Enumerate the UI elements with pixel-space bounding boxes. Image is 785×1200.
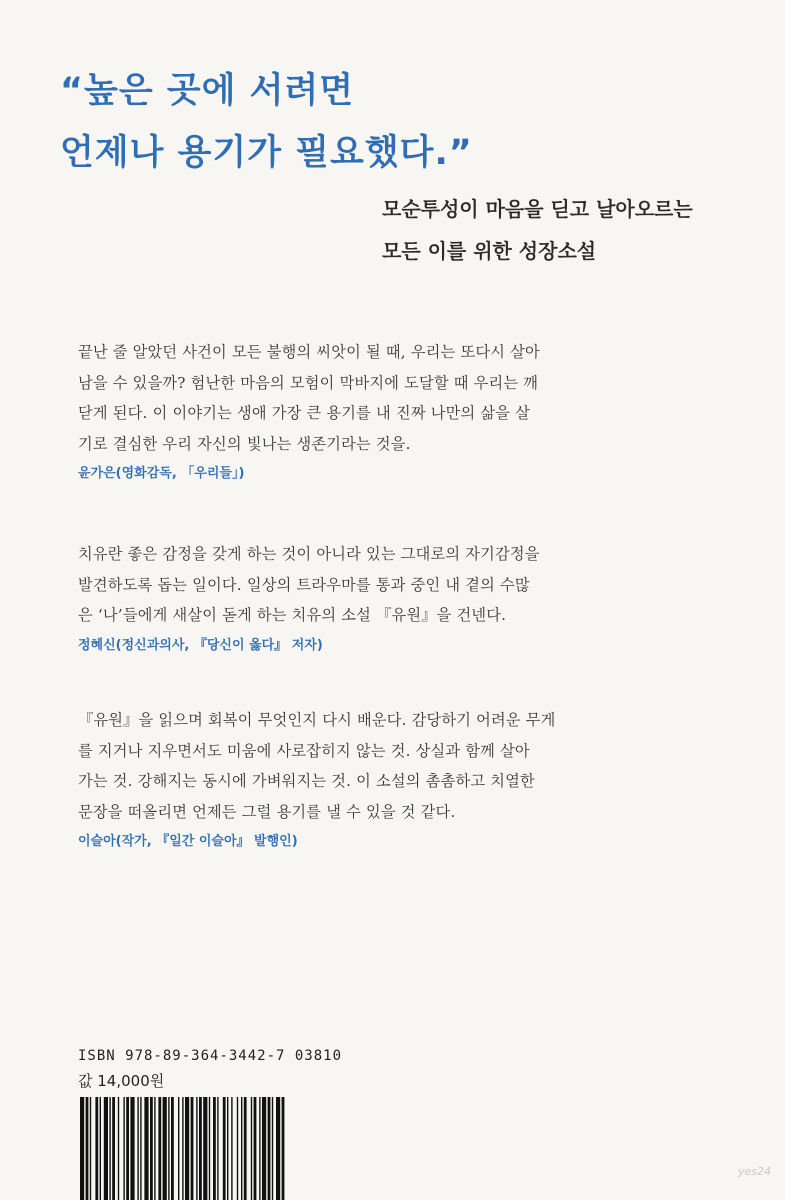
barcode-bar xyxy=(104,1097,108,1200)
barcode-bar xyxy=(259,1097,260,1200)
subtitle-line-2: 모든 이를 위한 성장소설 xyxy=(382,239,597,263)
barcode-bar xyxy=(137,1097,138,1200)
review-author: 이슬아(작가, 『일간 이슬아』 발행인) xyxy=(78,834,298,849)
isbn-number: ISBN 978-89-364-3442-7 03810 xyxy=(78,1048,343,1064)
barcode-bar xyxy=(196,1097,197,1200)
barcode-bar xyxy=(126,1097,129,1200)
barcode-bar xyxy=(90,1097,91,1200)
barcode-bar xyxy=(171,1097,174,1200)
barcode-bar xyxy=(254,1097,257,1200)
barcode-bar xyxy=(123,1097,124,1200)
barcode-bar xyxy=(86,1097,89,1200)
barcode-bar xyxy=(199,1097,202,1200)
barcode-bar xyxy=(109,1097,110,1200)
barcode-bar xyxy=(118,1097,119,1200)
barcode-bar xyxy=(244,1097,247,1200)
barcode-bar xyxy=(163,1097,167,1200)
headline-quote xyxy=(60,60,660,184)
review-line: 남을 수 있을까? 험난한 마음의 모험이 막바지에 도달할 때 우리는 깨 xyxy=(78,373,539,392)
barcode-bar xyxy=(178,1097,179,1200)
barcode-bar xyxy=(154,1097,155,1200)
barcode-bar xyxy=(150,1097,153,1200)
quote-line-1: “높은 곳에 서려면 xyxy=(60,71,355,111)
barcode-bar xyxy=(80,1097,84,1200)
review-line: 를 지거나 지우면서도 미움에 사로잡히지 않는 것. 상실과 함께 살아 xyxy=(78,741,530,760)
barcode-bar xyxy=(217,1097,218,1200)
barcode-bar xyxy=(185,1097,189,1200)
barcode-bar xyxy=(95,1097,98,1200)
review-line: 닫게 된다. 이 이야기는 생애 가장 큰 용기를 내 진짜 나만의 삶을 살 xyxy=(78,404,531,422)
barcode-bar xyxy=(191,1097,194,1200)
review-line: 끝난 줄 알았던 사건이 모든 불행의 씨앗이 될 때, 우리는 또다시 살아 xyxy=(78,343,540,361)
review-1 xyxy=(78,337,738,481)
barcode-bar xyxy=(262,1097,266,1200)
review-text xyxy=(78,539,738,631)
barcode-bar xyxy=(237,1097,238,1200)
review-3 xyxy=(78,705,738,849)
review-2 xyxy=(78,539,738,653)
review-author: 정혜신(정신과의사, 『당신이 옳다』 저자) xyxy=(78,637,323,653)
review-line: 기로 결심한 우리 자신의 빛나는 생존기라는 것을. xyxy=(78,434,411,453)
review-author: 윤가은(영화감독, 「우리들」) xyxy=(78,466,245,481)
barcode-bar xyxy=(231,1097,232,1200)
barcode-bar xyxy=(209,1097,210,1200)
review-line: 발견하도록 돕는 일이다. 일상의 트라우마를 통과 중인 내 곁의 수많 xyxy=(78,575,530,594)
subtitle-line-1: 모순투성이 마음을 딛고 날아오르는 xyxy=(382,197,693,221)
barcode-bar xyxy=(223,1097,226,1200)
quote-line-2: 언제나 용기가 필요했다.” xyxy=(60,133,473,173)
barcode-bar xyxy=(213,1097,216,1200)
review-text xyxy=(78,705,738,827)
review-line: 문장을 떠올리면 언제든 그럴 용기를 낼 수 있을 것 같다. xyxy=(78,802,456,821)
barcode-bar xyxy=(268,1097,271,1200)
barcode-bar xyxy=(182,1097,183,1200)
barcode-bar xyxy=(227,1097,228,1200)
barcode-bar xyxy=(140,1097,141,1200)
barcode-bar xyxy=(276,1097,280,1200)
barcode-bar xyxy=(158,1097,161,1200)
subtitle xyxy=(382,188,772,272)
barcode-bar xyxy=(203,1097,207,1200)
barcode-image xyxy=(78,1095,408,1200)
barcode-bar xyxy=(241,1097,242,1200)
barcode-bar xyxy=(130,1097,134,1200)
review-text xyxy=(78,337,738,459)
barcode-bar xyxy=(100,1097,101,1200)
barcode-bar xyxy=(168,1097,169,1200)
review-line: 은 ‘나’들에게 새살이 돋게 하는 치유의 소설 『유원』을 건넨다. xyxy=(78,606,507,624)
barcode-bar xyxy=(251,1097,252,1200)
review-line: 치유란 좋은 감정을 갖게 하는 것이 아니라 있는 그대로의 자기감정을 xyxy=(78,545,540,563)
barcode-bar xyxy=(272,1097,273,1200)
barcode-bar xyxy=(112,1097,115,1200)
review-line: 가는 것. 강해지는 동시에 가벼워지는 것. 이 소설의 촘촘하고 치열한 xyxy=(78,772,535,790)
price-label: 값 14,000원 xyxy=(78,1072,165,1090)
barcode-bar xyxy=(144,1097,148,1200)
barcode-bar xyxy=(282,1097,285,1200)
watermark-logo: yes24 xyxy=(738,1165,772,1178)
review-line: 『유원』을 읽으며 회복이 무엇인지 다시 배운다. 감당하기 어려운 무게 xyxy=(78,711,556,729)
